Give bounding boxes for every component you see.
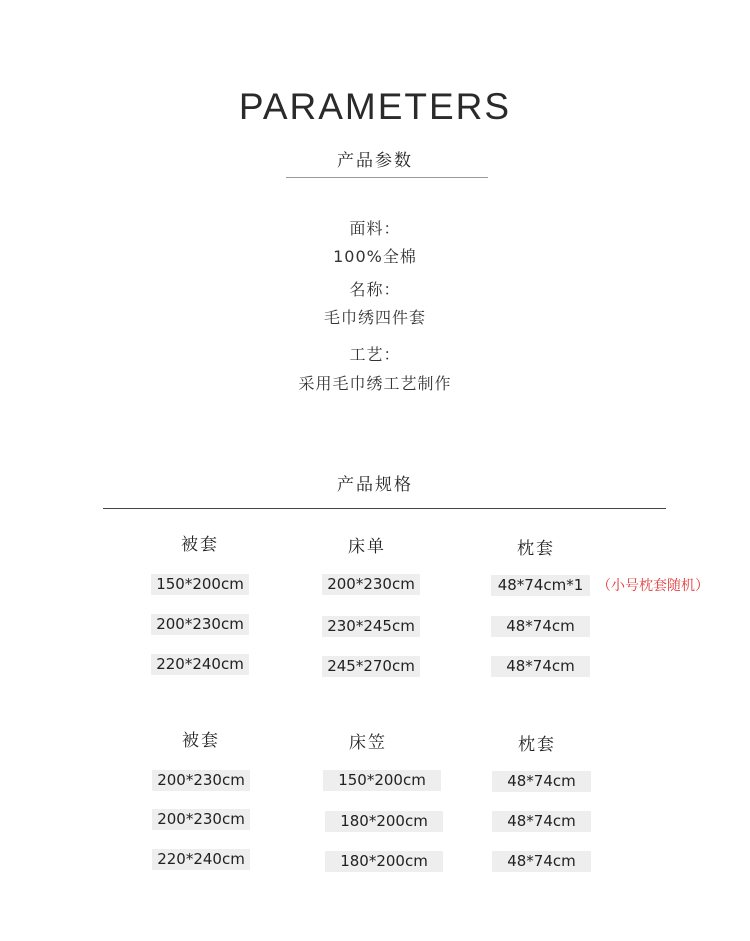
table2-cell: 200*230cm: [152, 809, 250, 830]
table1-cell: 220*240cm: [151, 654, 249, 675]
table2-header-duvet: 被套: [182, 731, 220, 751]
table2-cell: 48*74cm: [492, 811, 591, 832]
pillowcase-note: （小号枕套随机）: [597, 578, 709, 594]
page-title: PARAMETERS: [238, 86, 512, 127]
table2-header-pillowcase: 枕套: [518, 735, 556, 755]
header-divider: [286, 177, 488, 178]
table1-header-sheet: 床单: [348, 537, 386, 557]
param-value-craft: 采用毛巾绣工艺制作: [298, 374, 452, 393]
table1-cell: 245*270cm: [322, 656, 420, 677]
spec-divider: [103, 508, 666, 509]
table2-cell: 180*200cm: [325, 811, 443, 832]
table2-cell: 150*200cm: [323, 770, 441, 791]
spec-title: 产品规格: [337, 475, 413, 495]
param-label-name: 名称：: [349, 280, 401, 299]
table1-cell: 230*245cm: [322, 616, 420, 637]
table2-cell: 200*230cm: [152, 770, 250, 791]
table2-cell: 48*74cm: [492, 771, 591, 792]
page-subtitle: 产品参数: [337, 151, 413, 171]
table1-cell: 200*230cm: [322, 574, 420, 595]
param-value-fabric: 100%全棉: [333, 247, 417, 266]
table1-cell: 48*74cm*1: [491, 575, 590, 596]
table2-header-fitted-sheet: 床笠: [349, 733, 387, 753]
table1-cell: 48*74cm: [491, 656, 590, 677]
table2-cell: 48*74cm: [492, 851, 591, 872]
table1-cell: 150*200cm: [151, 574, 249, 595]
table2-cell: 180*200cm: [325, 851, 443, 872]
param-label-fabric: 面料：: [349, 219, 401, 238]
table2-cell: 220*240cm: [152, 849, 250, 870]
table1-cell: 48*74cm: [491, 616, 590, 637]
table1-cell: 200*230cm: [151, 614, 249, 635]
table1-header-duvet: 被套: [181, 535, 219, 555]
param-value-name: 毛巾绣四件套: [323, 308, 426, 327]
param-label-craft: 工艺：: [349, 345, 401, 364]
table1-header-pillowcase: 枕套: [517, 539, 555, 559]
